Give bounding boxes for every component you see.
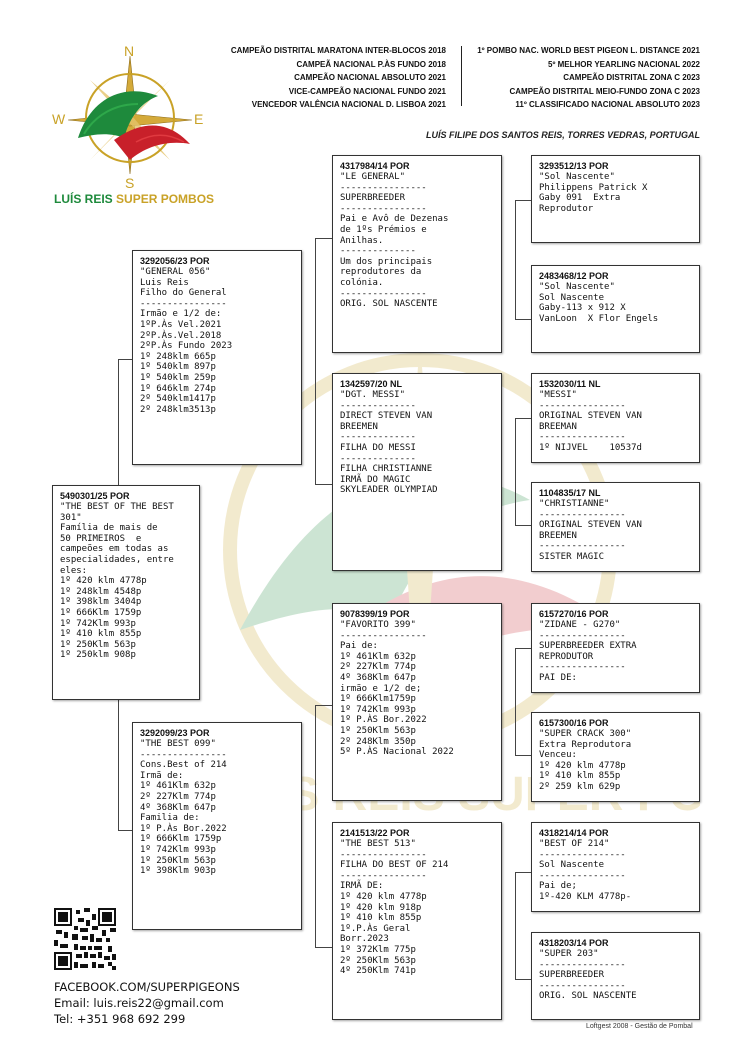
ring-number: 2483468/12 POR [539, 271, 609, 281]
card-line: DIRECT STEVEN VAN [340, 411, 433, 422]
card-line: colónia. [340, 277, 384, 288]
ring-number: 4317984/14 POR [340, 161, 410, 171]
connector-line [515, 755, 531, 756]
card-line: ---------------- [140, 298, 227, 309]
header-achievements-left [200, 44, 446, 112]
card-line: Reprodutor [539, 203, 594, 214]
connector-line [515, 200, 531, 201]
card-line: SUPERBREEDER [539, 970, 605, 981]
achievement: 1º POMBO NAC. WORLD BEST PIGEON L. DISTANCE 2021 [477, 46, 700, 55]
ring-number: 1104835/17 NL [539, 488, 601, 498]
card-line: ORIGINAL STEVEN VAN [539, 520, 642, 531]
card-line: 1º 666Klm 1759p [60, 607, 142, 618]
card-line: SKYLEADER OLYMPIAD [340, 485, 438, 496]
connector-line [315, 238, 316, 485]
brand-name [54, 192, 214, 206]
card-line: "Sol Nascente" [539, 172, 615, 182]
ring-number: 6157270/16 POR [539, 609, 609, 619]
card-line: Um dos principais [340, 256, 433, 267]
ring-number: 1342597/20 NL [340, 379, 403, 389]
email-link[interactable]: Email: luis.reis22@gmail.com [54, 996, 224, 1010]
card-line: "THE BEST 513" [340, 839, 416, 849]
card-line: 1º 540klm 897p [140, 362, 216, 373]
card-line: 2º 227Klm 774p [140, 791, 216, 802]
card-line: BREEMEN [539, 530, 577, 541]
card-line: ---------------- [539, 849, 626, 860]
card-line: "BEST OF 214" [539, 839, 610, 849]
card-line: 1º 420 klm 918p [340, 902, 422, 913]
card-line: 1º 398klm 3404p [60, 597, 142, 608]
card-line: SUPERBREEDER EXTRA [539, 641, 637, 652]
connector-line [515, 979, 531, 980]
pigeon-card-ancestor [531, 932, 700, 1020]
connector-line [515, 319, 531, 320]
card-line: reprodutores da [340, 267, 422, 278]
connector-line [315, 705, 332, 706]
card-line: IRMÃ DO MAGIC [340, 474, 411, 485]
card-line: 2º 540klm1417p [140, 394, 216, 405]
card-line: SISTER MAGIC [539, 551, 605, 562]
ring-number: 2141513/22 POR [340, 828, 410, 838]
card-line: 1º 420 klm 4778p [539, 760, 626, 771]
ring-number: 4318203/14 POR [539, 938, 609, 948]
achievement: CAMPEÃO DISTRITAL MEIO-FUNDO ZONA C 2023 [509, 86, 700, 96]
pigeon-card-ancestor [531, 373, 700, 463]
card-line: ---------------- [340, 288, 427, 299]
pigeon-card-granddam [332, 822, 502, 1020]
connector-line [515, 872, 516, 980]
card-line: "FAVORITO 399" [340, 620, 416, 630]
card-line: 1º 410 klm 855p [340, 913, 422, 924]
card-line: ---------------- [539, 400, 626, 411]
card-line: ---------------- [539, 662, 626, 673]
card-line: 1º 646klm 274p [140, 383, 216, 394]
card-line: Pai de: [340, 641, 378, 652]
connector-line [118, 700, 119, 831]
pigeon-card-sire [132, 250, 302, 465]
card-line: FILHA CHRISTIANNE [340, 464, 433, 475]
compass-w: W [52, 111, 66, 127]
card-line: 2º 248Klm 350p [340, 736, 416, 747]
card-line: Pai e Avô de Dezenas [340, 214, 449, 225]
card-line: "ZIDANE - G270" [539, 620, 621, 630]
footer-credit: Loftgest 2008 - Gestão de Pombal [586, 1023, 693, 1030]
card-line: 1º 742Klm 993p [340, 704, 416, 715]
card-line: ---------------- [539, 509, 626, 520]
card-line: BREEMAN [539, 421, 577, 432]
connector-line [515, 648, 516, 756]
card-line: Gaby 091 Extra [539, 193, 621, 204]
pigeon-card-ancestor [531, 482, 700, 572]
card-line: ---------------- [340, 203, 427, 214]
card-line: 1º 540klm 259p [140, 372, 216, 383]
card-line: 2ºP.Às Fundo 2023 [140, 341, 233, 352]
card-line: ---------------- [539, 541, 626, 552]
card-line: 4º 250Klm 741p [340, 966, 416, 977]
brand-name-part1: LUÍS REIS [54, 192, 113, 206]
connector-line [515, 648, 531, 649]
connector-line [515, 872, 531, 873]
card-line: campeões em todas as [60, 544, 169, 555]
card-line: "Sol Nascente" [539, 282, 615, 292]
card-line: IRMÃ DE: [340, 881, 384, 892]
card-line: -------------- [340, 432, 416, 443]
card-line: 1º 372Klm 775p [340, 944, 416, 955]
card-line: 1º 420 klm 4778p [340, 891, 427, 902]
pigeon-card-dam [132, 722, 302, 930]
card-line: FILHA DO MESSI [340, 442, 416, 453]
card-line: 301" [60, 512, 82, 523]
ring-number: 3293512/13 POR [539, 161, 609, 171]
pigeon-card-grandsire [332, 155, 502, 353]
card-line: de 1ºs Prémios e [340, 224, 427, 235]
card-line: Extra Reprodutora [539, 739, 632, 750]
header-divider [461, 46, 462, 106]
card-line: 2º 259 klm 629p [539, 781, 621, 792]
card-line: -------------- [340, 453, 416, 464]
card-line: "CHRISTIANNE" [539, 499, 610, 509]
card-line: "THE BEST 099" [140, 739, 216, 749]
card-line: 4º 368Klm 647p [140, 802, 216, 813]
card-line: -------------- [340, 400, 416, 411]
pigeon-card-ancestor [531, 155, 700, 243]
connector-line [315, 705, 316, 948]
card-line: 1º 420 klm 4778p [60, 576, 147, 587]
card-line: Irmão e 1/2 de: [140, 309, 222, 320]
owner-name: LUÍS FILIPE DOS SANTOS REIS, TORRES VEDRAS, PORTUGAL [425, 130, 700, 140]
connector-line [315, 484, 332, 485]
brand-logo [50, 42, 210, 210]
card-line: 1º 248klm 665p [140, 351, 216, 362]
achievement: 11º CLASSIFICADO NACIONAL ABSOLUTO 2023 [515, 100, 700, 109]
card-line: Sol Nascente [539, 292, 605, 303]
card-line: 1º 742Klm 993p [140, 844, 216, 855]
card-line: irmão e 1/2 de; [340, 683, 422, 694]
card-line: 1º 398Klm 903p [140, 866, 216, 877]
card-line: ---------------- [340, 182, 427, 193]
card-line: Familia de: [140, 813, 200, 824]
connector-line [118, 359, 132, 360]
ring-number: 9078399/19 POR [340, 609, 410, 619]
card-line: 1º 250Klm 563p [340, 725, 416, 736]
phone-number: Tel: +351 968 692 299 [54, 1012, 186, 1026]
pigeon-card-ancestor [531, 603, 700, 693]
card-line: 50 PRIMEIROS e [60, 533, 142, 544]
pigeon-card-grandsire [332, 603, 502, 801]
card-line: Filho do General [140, 288, 227, 299]
card-line: VanLoon X Flor Engels [539, 313, 659, 324]
pigeon-card-ancestor [531, 712, 700, 802]
card-line: 1º 250Klm 563p [60, 639, 136, 650]
header-achievements-right [474, 44, 700, 112]
card-line: 1º 666Klm1759p [340, 694, 416, 705]
ring-number: 3292056/23 POR [140, 256, 210, 266]
achievement: 5º MELHOR YEARLING NACIONAL 2022 [548, 59, 700, 69]
card-line: Luis Reis [140, 277, 189, 288]
card-line: 1º 742Klm 993p [60, 618, 136, 629]
card-line: Philippens Patrick X [539, 182, 648, 193]
connector-line [515, 418, 531, 419]
card-line: 1º 461Klm 632p [140, 781, 216, 792]
card-line: ---------------- [539, 959, 626, 970]
achievement: CAMPEÃ NACIONAL P.ÀS FUNDO 2018 [296, 59, 446, 69]
card-line: "MESSI" [539, 390, 577, 400]
card-line: REPRODUTOR [539, 651, 594, 662]
ring-number: 4318214/14 POR [539, 828, 609, 838]
connector-line [515, 418, 516, 526]
achievement: VENCEDOR VALÊNCIA NACIONAL D. LISBOA 2021 [251, 100, 446, 109]
pigeon-card-ancestor [531, 822, 700, 912]
card-line: Gaby-113 x 912 X [539, 303, 626, 314]
card-line: "THE BEST OF THE BEST [60, 502, 174, 512]
compass-n: N [124, 43, 135, 59]
card-line: -------------- [340, 246, 416, 257]
card-line: Irmã de: [140, 770, 184, 781]
card-line: "LE GENERAL" [340, 172, 406, 182]
card-line: eles: [60, 565, 88, 576]
card-line: ---------------- [539, 432, 626, 443]
card-line: Sol Nascente [539, 860, 605, 871]
card-line: "SUPER CRACK 300" [539, 729, 632, 739]
card-line: 2º 227Klm 774p [340, 662, 416, 673]
card-line: 1º.P.Às Geral [340, 923, 411, 934]
card-line: Cons.Best of 214 [140, 760, 227, 771]
card-line: PAI DE: [539, 672, 577, 683]
connector-line [118, 359, 119, 486]
ring-number: 6157300/16 POR [539, 718, 609, 728]
card-line: 1º 250Klm 563p [140, 855, 216, 866]
achievement: CAMPEÃO NACIONAL ABSOLUTO 2021 [294, 73, 446, 82]
card-line: 1º 250klm 908p [60, 650, 136, 661]
ring-number: 5490301/25 POR [60, 491, 130, 501]
connector-line [315, 238, 332, 239]
card-line: 1ºP.Às Vel.2021 [140, 319, 222, 330]
pigeon-card-ancestor [531, 265, 700, 353]
card-line: "GENERAL 056" [140, 267, 211, 277]
card-line: ---------------- [539, 630, 626, 641]
compass-e: E [194, 111, 204, 127]
card-line: 5º P.ÀS Nacional 2022 [340, 747, 454, 758]
connector-line [118, 830, 132, 831]
card-line: 1º 410 klm 855p [60, 629, 142, 640]
ring-number: 3292099/23 POR [140, 728, 210, 738]
connector-line [515, 200, 516, 320]
card-line: ---------------- [340, 870, 427, 881]
card-line: ---------------- [340, 849, 427, 860]
connector-line [315, 947, 332, 948]
card-line: 1º 666Klm 1759p [140, 834, 222, 845]
card-line: 2º 250Klm 563p [340, 955, 416, 966]
card-line: Anilhas. [340, 235, 384, 246]
brand-name-part2: SUPER POMBOS [112, 192, 215, 206]
compass-s: S [125, 175, 135, 191]
achievement: CAMPEÃO DISTRITAL ZONA C 2023 [563, 73, 700, 82]
pigeon-card-granddam [332, 373, 502, 571]
card-line: ORIG. SOL NASCENTE [340, 299, 438, 310]
card-line: BREEMEN [340, 421, 378, 432]
card-line: 1º P.ÀS Bor.2022 [340, 715, 427, 726]
qr-code-icon [54, 908, 116, 970]
card-line: "SUPER 203" [539, 949, 599, 959]
card-line: 2ºP.Às.Vel.2018 [140, 330, 222, 341]
achievement: CAMPEÃO DISTRITAL MARATONA INTER-BLOCOS 2018 [230, 46, 446, 55]
card-line: ---------------- [340, 630, 427, 641]
card-line: 1º-420 KLM 4778p- [539, 891, 632, 902]
card-line: 1º NIJVEL 10537d [539, 442, 642, 453]
card-line: Venceu: [539, 750, 577, 761]
card-line: 2º 248klm3513p [140, 404, 216, 415]
card-line: 1º 461Klm 632p [340, 651, 416, 662]
ring-number: 1532030/11 NL [539, 379, 601, 389]
card-line: ORIGINAL STEVEN VAN [539, 411, 642, 422]
card-line: Pai de; [539, 881, 577, 892]
card-line: ---------------- [140, 749, 227, 760]
card-line: FILHA DO BEST OF 214 [340, 860, 449, 871]
card-line: 4º 368Klm 647p [340, 672, 416, 683]
card-line: SUPERBREEDER [340, 193, 406, 204]
card-line: especialidades, entre [60, 554, 174, 565]
card-line: Família de mais de [60, 523, 158, 534]
card-line: ---------------- [539, 980, 626, 991]
pigeon-card-subject [52, 485, 200, 700]
achievement: VICE-CAMPEÃO NACIONAL FUNDO 2021 [288, 86, 446, 96]
card-line: Borr.2023 [340, 934, 389, 945]
card-line: "DGT. MESSI" [340, 390, 406, 400]
card-line: ORIG. SOL NASCENTE [539, 991, 637, 1002]
card-line: 1º P.Às Bor.2022 [140, 823, 227, 834]
card-line: 1º 248klm 4548p [60, 586, 142, 597]
facebook-link[interactable]: FACEBOOK.COM/SUPERPIGEONS [54, 980, 240, 994]
connector-line [515, 525, 531, 526]
card-line: ---------------- [539, 870, 626, 881]
card-line: 1º 410 klm 855p [539, 771, 621, 782]
